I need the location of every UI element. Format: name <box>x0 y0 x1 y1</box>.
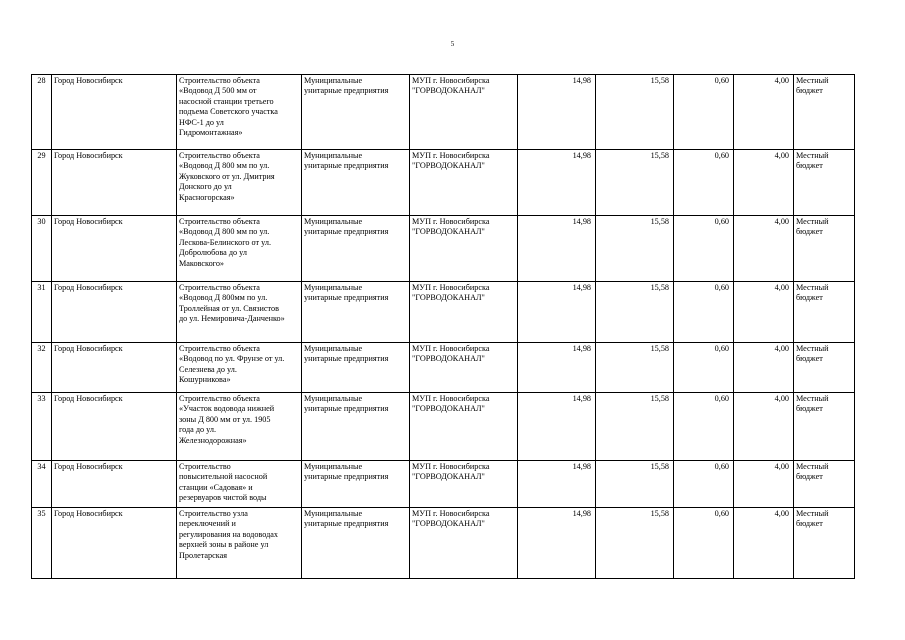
organization-cell-line: "ГОРВОДОКАНАЛ" <box>412 227 485 237</box>
value-cell-1: 14,98 <box>518 461 596 508</box>
funding-source-cell-line: бюджет <box>796 227 823 237</box>
value-cell-2: 15,58 <box>596 216 674 282</box>
object-cell-line: «Водовод Д 800 мм по ул. <box>179 161 270 171</box>
object-cell-line: Троллейная от ул. Связистов <box>179 303 279 313</box>
value-cell-3: 0,60 <box>674 393 734 461</box>
object-cell-line: регулирования на водоводах <box>179 529 278 539</box>
organization-cell-line: "ГОРВОДОКАНАЛ" <box>412 161 485 171</box>
funding-source-cell <box>794 150 855 216</box>
territory-cell: Город Новосибирск <box>52 282 177 343</box>
org-type-cell-line: унитарные предприятия <box>304 472 389 482</box>
object-cell-line: верхней зоны в районе ул <box>179 540 269 550</box>
table-row <box>32 461 855 508</box>
organization-cell-line: МУП г. Новосибирска <box>412 76 490 85</box>
object-cell-line: переключений и <box>179 519 236 529</box>
value-cell-1: 14,98 <box>518 508 596 579</box>
organization-cell-line: "ГОРВОДОКАНАЛ" <box>412 86 485 96</box>
object-cell-line: Лескова-Белинского от ул. <box>179 237 271 247</box>
object-cell-line: подъема Советского участка <box>179 107 278 117</box>
table-row <box>32 75 855 150</box>
table-row <box>32 216 855 282</box>
page-number: 5 <box>450 40 455 48</box>
funding-source-cell-line: Местный <box>796 151 829 160</box>
org-type-cell-line: унитарные предприятия <box>304 161 389 171</box>
row-number-cell: 32 <box>32 343 52 393</box>
territory-cell: Город Новосибирск <box>52 216 177 282</box>
value-cell-3: 0,60 <box>674 216 734 282</box>
value-cell-1: 14,98 <box>518 343 596 393</box>
funding-source-cell-line: бюджет <box>796 86 823 96</box>
organization-cell-line: МУП г. Новосибирска <box>412 151 490 160</box>
row-number-cell: 28 <box>32 75 52 150</box>
value-cell-1: 14,98 <box>518 216 596 282</box>
object-cell-line: Маковского» <box>179 258 225 268</box>
object-cell-line: Добролюбова до ул <box>179 248 247 258</box>
row-number-cell: 30 <box>32 216 52 282</box>
object-cell <box>177 216 302 282</box>
object-cell-line: Гидромонтажная» <box>179 128 243 138</box>
funding-source-cell-line: бюджет <box>796 161 823 171</box>
organization-cell <box>410 75 518 150</box>
table-row <box>32 150 855 216</box>
value-cell-3: 0,60 <box>674 150 734 216</box>
object-cell <box>177 343 302 393</box>
object-cell-line: «Участок водовода нижней <box>179 404 275 414</box>
organization-cell-line: "ГОРВОДОКАНАЛ" <box>412 293 485 303</box>
row-number-cell: 35 <box>32 508 52 579</box>
object-cell-line: Строительство объекта <box>179 151 260 160</box>
territory-cell: Город Новосибирск <box>52 150 177 216</box>
object-cell <box>177 75 302 150</box>
funding-source-cell-line: Местный <box>796 394 829 403</box>
value-cell-2: 15,58 <box>596 150 674 216</box>
org-type-cell-line: Муниципальные <box>304 394 363 403</box>
value-cell-4: 4,00 <box>734 75 794 150</box>
row-number-cell: 33 <box>32 393 52 461</box>
org-type-cell-line: Муниципальные <box>304 217 363 226</box>
funding-source-cell-line: Местный <box>796 344 829 353</box>
org-type-cell <box>302 393 410 461</box>
value-cell-2: 15,58 <box>596 508 674 579</box>
object-cell-line: «Водовод по ул. Фрунзе от ул. <box>179 354 285 364</box>
value-cell-2: 15,58 <box>596 461 674 508</box>
territory-cell: Город Новосибирск <box>52 393 177 461</box>
value-cell-1: 14,98 <box>518 75 596 150</box>
value-cell-4: 4,00 <box>734 150 794 216</box>
value-cell-3: 0,60 <box>674 343 734 393</box>
organization-cell <box>410 216 518 282</box>
object-cell-line: Строительство объекта <box>179 217 260 226</box>
funding-source-cell-line: бюджет <box>796 519 823 529</box>
object-cell-line: Строительство <box>179 462 231 471</box>
value-cell-2: 15,58 <box>596 393 674 461</box>
row-number-cell: 29 <box>32 150 52 216</box>
object-cell-line: Строительство объекта <box>179 344 260 353</box>
object-cell-line: Селезнева до ул. <box>179 364 237 374</box>
object-cell-line: Строительство узла <box>179 509 248 518</box>
object-cell <box>177 282 302 343</box>
territory-cell: Город Новосибирск <box>52 508 177 579</box>
org-type-cell-line: унитарные предприятия <box>304 227 389 237</box>
table-row <box>32 393 855 461</box>
object-cell-line: зоны Д 800 мм от ул. 1905 <box>179 414 271 424</box>
object-cell-line: повысительной насосной <box>179 472 268 482</box>
value-cell-1: 14,98 <box>518 282 596 343</box>
object-cell-line: «Водовод Д 500 мм от <box>179 86 257 96</box>
funding-source-cell-line: Местный <box>796 462 829 471</box>
org-type-cell-line: Муниципальные <box>304 151 363 160</box>
organization-cell-line: "ГОРВОДОКАНАЛ" <box>412 354 485 364</box>
organization-cell <box>410 150 518 216</box>
funding-source-cell <box>794 393 855 461</box>
object-cell-line: Красногорская» <box>179 192 235 202</box>
funding-source-cell <box>794 75 855 150</box>
value-cell-3: 0,60 <box>674 282 734 343</box>
territory-cell: Город Новосибирск <box>52 343 177 393</box>
organization-cell-line: МУП г. Новосибирска <box>412 509 490 518</box>
org-type-cell-line: Муниципальные <box>304 509 363 518</box>
object-cell-line: станции «Садовая» и <box>179 482 253 492</box>
funding-source-cell <box>794 282 855 343</box>
org-type-cell-line: Муниципальные <box>304 344 363 353</box>
value-cell-3: 0,60 <box>674 508 734 579</box>
row-number-cell: 31 <box>32 282 52 343</box>
organization-cell-line: "ГОРВОДОКАНАЛ" <box>412 519 485 529</box>
row-number-cell: 34 <box>32 461 52 508</box>
object-cell-line: Строительство объекта <box>179 394 260 403</box>
funding-source-cell-line: бюджет <box>796 404 823 414</box>
object-cell-line: НФС-1 до ул <box>179 117 224 127</box>
object-cell-line: Железнодорожная» <box>179 435 247 445</box>
object-cell-line: до ул. Немировича-Данченко» <box>179 314 285 324</box>
org-type-cell-line: унитарные предприятия <box>304 86 389 96</box>
org-type-cell-line: унитарные предприятия <box>304 293 389 303</box>
funding-source-cell-line: бюджет <box>796 293 823 303</box>
object-cell-line: Кошурникова» <box>179 375 231 385</box>
table-row <box>32 343 855 393</box>
investment-program-table <box>31 74 855 579</box>
funding-source-cell-line: Местный <box>796 283 829 292</box>
org-type-cell-line: унитарные предприятия <box>304 404 389 414</box>
territory-cell: Город Новосибирск <box>52 461 177 508</box>
funding-source-cell <box>794 343 855 393</box>
table-row <box>32 508 855 579</box>
value-cell-4: 4,00 <box>734 216 794 282</box>
organization-cell-line: МУП г. Новосибирска <box>412 283 490 292</box>
org-type-cell <box>302 75 410 150</box>
object-cell-line: Строительство объекта <box>179 283 260 292</box>
value-cell-4: 4,00 <box>734 508 794 579</box>
organization-cell-line: МУП г. Новосибирска <box>412 394 490 403</box>
organization-cell <box>410 343 518 393</box>
territory-cell: Город Новосибирск <box>52 75 177 150</box>
funding-source-cell <box>794 508 855 579</box>
value-cell-1: 14,98 <box>518 393 596 461</box>
org-type-cell <box>302 150 410 216</box>
organization-cell <box>410 282 518 343</box>
value-cell-4: 4,00 <box>734 461 794 508</box>
funding-source-cell-line: Местный <box>796 509 829 518</box>
value-cell-4: 4,00 <box>734 343 794 393</box>
object-cell-line: года до ул. <box>179 425 217 435</box>
object-cell <box>177 508 302 579</box>
org-type-cell-line: унитарные предприятия <box>304 354 389 364</box>
object-cell-line: Жуковского от ул. Дмитрия <box>179 171 275 181</box>
organization-cell <box>410 461 518 508</box>
funding-source-cell-line: бюджет <box>796 354 823 364</box>
funding-source-cell <box>794 216 855 282</box>
org-type-cell <box>302 508 410 579</box>
organization-cell-line: МУП г. Новосибирска <box>412 344 490 353</box>
object-cell-line: «Водовод Д 800мм по ул. <box>179 293 268 303</box>
org-type-cell-line: Муниципальные <box>304 76 363 85</box>
organization-cell-line: "ГОРВОДОКАНАЛ" <box>412 472 485 482</box>
org-type-cell <box>302 216 410 282</box>
value-cell-3: 0,60 <box>674 461 734 508</box>
object-cell-line: насосной станции третьего <box>179 96 274 106</box>
object-cell-line: «Водовод Д 800 мм по ул. <box>179 227 270 237</box>
value-cell-1: 14,98 <box>518 150 596 216</box>
org-type-cell <box>302 343 410 393</box>
object-cell <box>177 461 302 508</box>
value-cell-3: 0,60 <box>674 75 734 150</box>
org-type-cell-line: Муниципальные <box>304 462 363 471</box>
object-cell <box>177 393 302 461</box>
object-cell-line: Донского до ул <box>179 182 232 192</box>
funding-source-cell-line: Местный <box>796 217 829 226</box>
organization-cell-line: "ГОРВОДОКАНАЛ" <box>412 404 485 414</box>
table-row <box>32 282 855 343</box>
object-cell-line: резервуаров чистой воды <box>179 493 267 503</box>
organization-cell <box>410 508 518 579</box>
value-cell-2: 15,58 <box>596 343 674 393</box>
value-cell-4: 4,00 <box>734 393 794 461</box>
org-type-cell <box>302 461 410 508</box>
org-type-cell <box>302 282 410 343</box>
funding-source-cell-line: бюджет <box>796 472 823 482</box>
object-cell-line: Строительство объекта <box>179 76 260 85</box>
object-cell <box>177 150 302 216</box>
organization-cell <box>410 393 518 461</box>
funding-source-cell-line: Местный <box>796 76 829 85</box>
value-cell-2: 15,58 <box>596 75 674 150</box>
organization-cell-line: МУП г. Новосибирска <box>412 217 490 226</box>
value-cell-4: 4,00 <box>734 282 794 343</box>
value-cell-2: 15,58 <box>596 282 674 343</box>
org-type-cell-line: унитарные предприятия <box>304 519 389 529</box>
object-cell-line: Пролетарская <box>179 550 228 560</box>
funding-source-cell <box>794 461 855 508</box>
org-type-cell-line: Муниципальные <box>304 283 363 292</box>
organization-cell-line: МУП г. Новосибирска <box>412 462 490 471</box>
